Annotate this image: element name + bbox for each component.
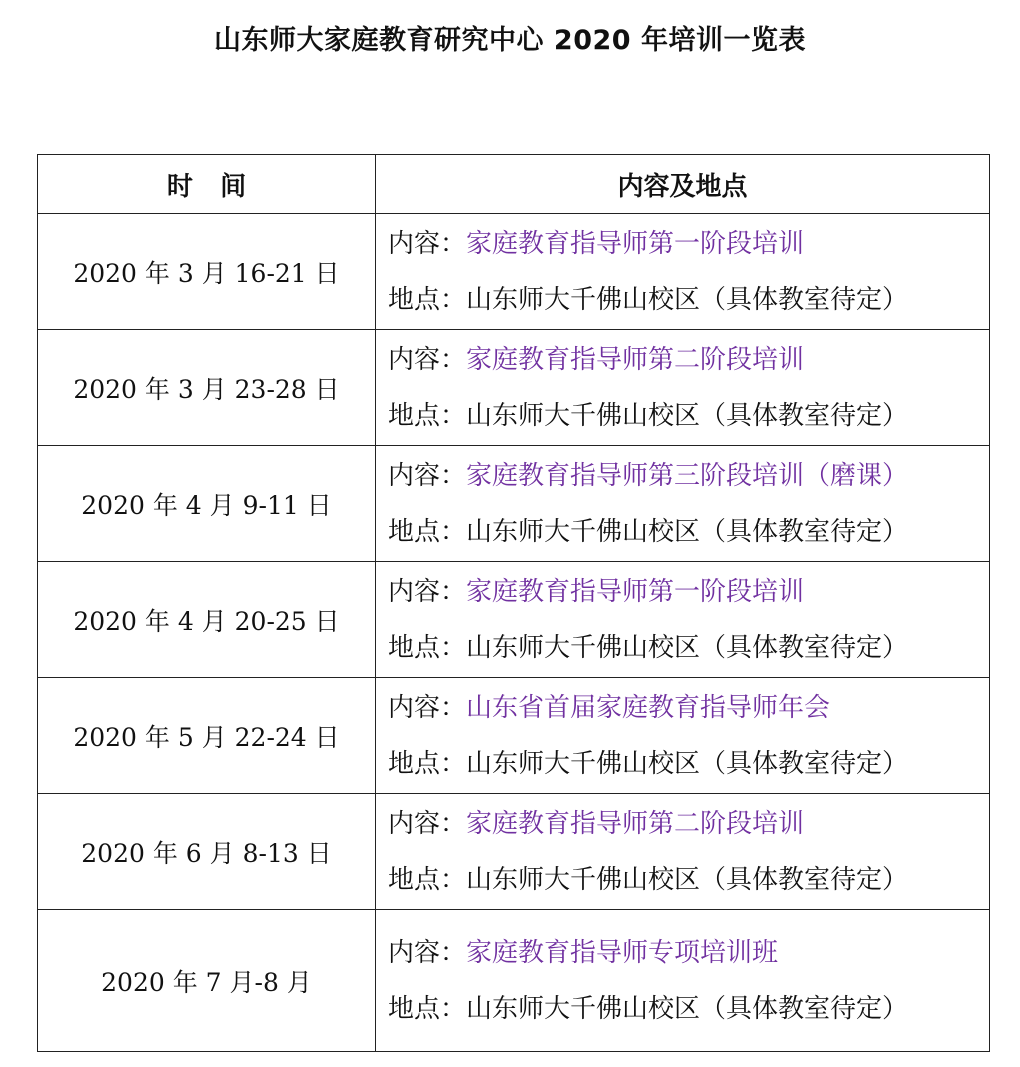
row-date: 2020 年 7 月-8 月 — [38, 910, 376, 1052]
table-row — [38, 330, 990, 446]
content-line — [388, 448, 989, 504]
row-date: 2020 年 4 月 9-11 日 — [38, 446, 376, 562]
content-value: 家庭教育指导师第二阶段培训 — [466, 344, 805, 375]
table-row — [38, 214, 990, 330]
table-row — [38, 910, 990, 1052]
content-value: 山东省首届家庭教育指导师年会 — [466, 692, 831, 723]
place-label: 地点： — [388, 400, 467, 431]
place-label: 地点： — [388, 516, 467, 547]
content-label: 内容： — [388, 692, 467, 723]
place-value: 山东师大千佛山校区（具体教室待定） — [466, 632, 909, 663]
table-row — [38, 794, 990, 910]
place-line — [388, 981, 989, 1037]
table-row — [38, 446, 990, 562]
content-label: 内容： — [388, 344, 467, 375]
row-date: 2020 年 6 月 8-13 日 — [38, 794, 376, 910]
place-line — [388, 620, 989, 676]
row-details — [376, 214, 990, 330]
table-header-row — [38, 155, 990, 214]
row-date: 2020 年 5 月 22-24 日 — [38, 678, 376, 794]
place-line — [388, 504, 989, 560]
content-value: 家庭教育指导师第二阶段培训 — [466, 808, 805, 839]
place-value: 山东师大千佛山校区（具体教室待定） — [466, 400, 909, 431]
content-value: 家庭教育指导师第三阶段培训（磨课） — [466, 460, 909, 491]
table-row — [38, 562, 990, 678]
place-line — [388, 388, 989, 444]
row-date: 2020 年 3 月 23-28 日 — [38, 330, 376, 446]
row-date: 2020 年 4 月 20-25 日 — [38, 562, 376, 678]
row-details — [376, 562, 990, 678]
content-value: 家庭教育指导师专项培训班 — [466, 937, 779, 968]
place-value: 山东师大千佛山校区（具体教室待定） — [466, 516, 909, 547]
header-details: 内容及地点 — [376, 155, 990, 214]
header-time: 时 间 — [38, 155, 376, 214]
content-value: 家庭教育指导师第一阶段培训 — [466, 576, 805, 607]
content-line — [388, 564, 989, 620]
row-details — [376, 678, 990, 794]
content-label: 内容： — [388, 937, 467, 968]
place-value: 山东师大千佛山校区（具体教室待定） — [466, 284, 909, 315]
row-details — [376, 330, 990, 446]
content-line — [388, 332, 989, 388]
content-line — [388, 796, 989, 852]
content-label: 内容： — [388, 808, 467, 839]
place-label: 地点： — [388, 284, 467, 315]
content-line — [388, 216, 989, 272]
row-details — [376, 794, 990, 910]
place-value: 山东师大千佛山校区（具体教室待定） — [466, 748, 909, 779]
place-line — [388, 736, 989, 792]
row-details — [376, 910, 990, 1052]
content-label: 内容： — [388, 460, 467, 491]
page-title: 山东师大家庭教育研究中心 2020 年培训一览表 — [214, 25, 806, 56]
content-value: 家庭教育指导师第一阶段培训 — [466, 228, 805, 259]
row-date: 2020 年 3 月 16-21 日 — [38, 214, 376, 330]
place-label: 地点： — [388, 632, 467, 663]
content-line — [388, 680, 989, 736]
training-schedule-table — [37, 154, 990, 1052]
content-label: 内容： — [388, 576, 467, 607]
content-label: 内容： — [388, 228, 467, 259]
place-line — [388, 852, 989, 908]
table-row — [38, 678, 990, 794]
place-line — [388, 272, 989, 328]
place-label: 地点： — [388, 993, 467, 1024]
place-label: 地点： — [388, 748, 467, 779]
content-line — [388, 925, 989, 981]
place-value: 山东师大千佛山校区（具体教室待定） — [466, 993, 909, 1024]
row-details — [376, 446, 990, 562]
place-value: 山东师大千佛山校区（具体教室待定） — [466, 864, 909, 895]
place-label: 地点： — [388, 864, 467, 895]
